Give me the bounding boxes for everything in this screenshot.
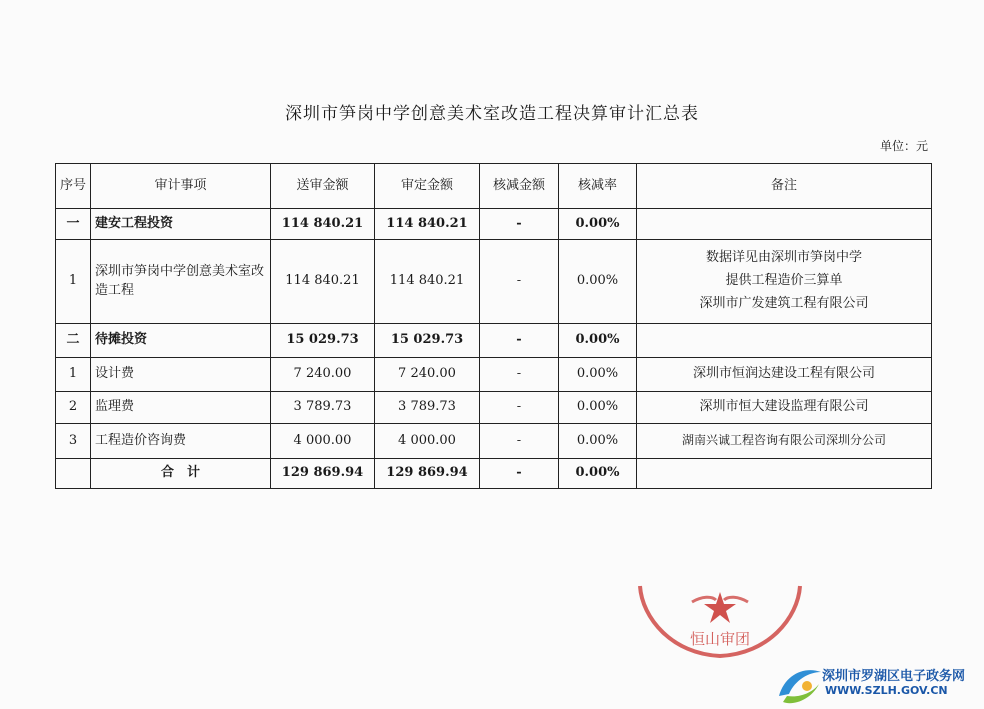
header-no: 序号 [56, 164, 91, 209]
total-approved: 129 869.94 [375, 459, 480, 489]
table-header-row [56, 164, 932, 209]
row-submitted: 114 840.21 [271, 240, 375, 324]
row-approved: 4 000.00 [375, 424, 480, 459]
row-note [637, 240, 932, 324]
row-item: 待摊投资 [91, 324, 271, 358]
row-item: 深圳市笋岗中学创意美术室改造工程 [91, 240, 271, 324]
row-reduction: - [480, 240, 559, 324]
row-submitted: 7 240.00 [271, 358, 375, 392]
note-line: 数据详见由深圳市笋岗中学 [705, 250, 862, 266]
row-approved: 114 840.21 [375, 209, 480, 240]
page-title: 深圳市笋岗中学创意美术室改造工程决算审计汇总表 [285, 104, 699, 124]
row-no: 二 [56, 324, 91, 358]
site-url: WWW.SZLH.GOV.CN [825, 684, 948, 697]
note-line: 提供工程造价三算单 [725, 273, 843, 289]
row-submitted: 114 840.21 [271, 209, 375, 240]
row-rate: 0.00% [559, 424, 637, 459]
row-note: 深圳市恒大建设监理有限公司 [637, 392, 932, 424]
header-approved: 审定金额 [375, 164, 480, 209]
total-label: 合 计 [91, 459, 271, 489]
unit-label: 单位：元 [879, 139, 928, 153]
row-submitted: 15 029.73 [271, 324, 375, 358]
total-note [637, 459, 932, 489]
total-submitted: 129 869.94 [271, 459, 375, 489]
row-rate: 0.00% [559, 209, 637, 240]
total-row [56, 459, 932, 489]
row-no: 3 [56, 424, 91, 459]
row-rate: 0.00% [559, 392, 637, 424]
row-item: 设计费 [91, 358, 271, 392]
table-row [56, 324, 932, 358]
total-reduction: - [480, 459, 559, 489]
row-no: 一 [56, 209, 91, 240]
table-row [56, 240, 932, 324]
total-no-cell [56, 459, 91, 489]
header-item: 审计事项 [91, 164, 271, 209]
header-note: 备注 [637, 164, 932, 209]
row-submitted: 3 789.73 [271, 392, 375, 424]
row-rate: 0.00% [559, 324, 637, 358]
row-reduction: - [480, 209, 559, 240]
row-no: 1 [56, 358, 91, 392]
row-note [637, 324, 932, 358]
row-no: 1 [56, 240, 91, 324]
row-reduction: - [480, 324, 559, 358]
row-submitted: 4 000.00 [271, 424, 375, 459]
row-approved: 7 240.00 [375, 358, 480, 392]
row-note: 湖南兴诚工程咨询有限公司深圳分公司 [637, 424, 932, 459]
table-row [56, 358, 932, 392]
row-rate: 0.00% [559, 240, 637, 324]
row-item: 监理费 [91, 392, 271, 424]
header-reduction: 核减金额 [480, 164, 559, 209]
header-rate: 核减率 [559, 164, 637, 209]
row-item: 建安工程投资 [91, 209, 271, 240]
row-approved: 114 840.21 [375, 240, 480, 324]
total-rate: 0.00% [559, 459, 637, 489]
row-note: 深圳市恒润达建设工程有限公司 [637, 358, 932, 392]
table-row [56, 392, 932, 424]
header-submitted: 送审金额 [271, 164, 375, 209]
row-note [637, 209, 932, 240]
row-reduction: - [480, 392, 559, 424]
audit-summary-table [55, 163, 932, 489]
site-logo-icon [775, 662, 825, 708]
row-item: 工程造价咨询费 [91, 424, 271, 459]
row-no: 2 [56, 392, 91, 424]
note-line: 深圳市广发建筑工程有限公司 [699, 295, 869, 311]
table-row [56, 209, 932, 240]
site-name: 深圳市罗湖区电子政务网 [822, 669, 966, 684]
row-approved: 3 789.73 [375, 392, 480, 424]
row-rate: 0.00% [559, 358, 637, 392]
table-row [56, 424, 932, 459]
row-reduction: - [480, 358, 559, 392]
stamp-text: 恒山审团 [689, 630, 751, 648]
row-approved: 15 029.73 [375, 324, 480, 358]
official-seal-stamp [632, 578, 808, 658]
row-reduction: - [480, 424, 559, 459]
